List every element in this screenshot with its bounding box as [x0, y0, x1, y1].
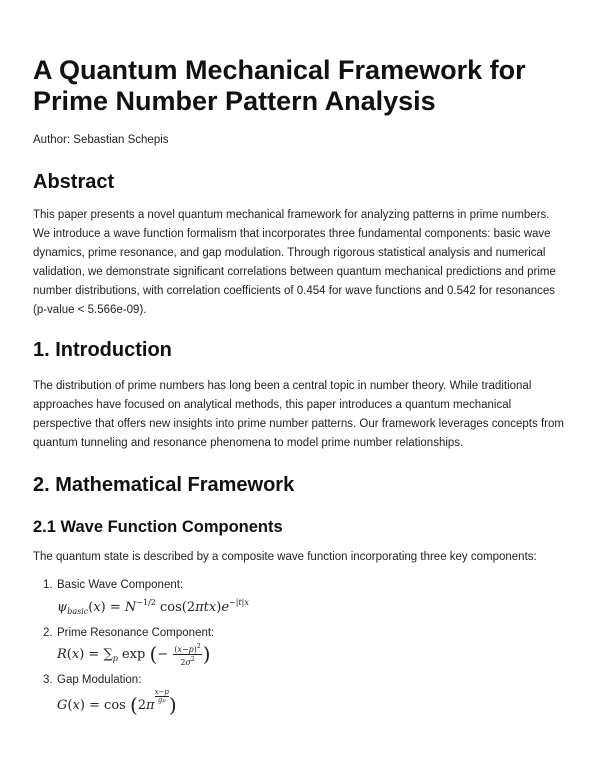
abstract-heading: Abstract — [33, 171, 115, 193]
component-list — [33, 578, 567, 715]
prime-resonance-formula: $R(x) = \sum_p$ exp (− $\frac{(x-p)^2}{2\sigma^2}$ ) — [57, 642, 211, 667]
author-line: Author: Sebastian Schepis — [33, 134, 169, 146]
list-item-number: 3. — [43, 674, 53, 686]
list-item-number: 1. — [43, 579, 53, 591]
list-item — [33, 626, 567, 668]
list-item — [33, 578, 567, 621]
list-item-label: Gap Modulation: — [57, 674, 142, 686]
introduction-text: The distribution of prime numbers has long been a central topic in number theory. While traditional approaches have focused on analytical methods, this paper introduces a quantum mechanical perspective that offers new insights into prime number patterns. Our framework leverages concepts from quantum tunneling and resonance phenomena to model prime number relationships. — [33, 380, 564, 449]
introduction-heading: 1. Introduction — [33, 339, 172, 361]
list-item-label: Prime Resonance Component: — [57, 627, 215, 639]
abstract-text: This paper presents a novel quantum mechanical framework for analyzing patterns in prime numbers. We introduce a wave function formalism that incorporates three fundamental components: basic wave dynamics, prime resonance, and gap modulation. Through rigorous statistical analysis and numerical validation, we demonstrate significant correlations between quantum mechanical predictions and prime number distributions, with correlation coefficients of 0.454 for wave functions and 0.542 for resonances (p-value < 5.566e-09). — [33, 209, 556, 316]
list-item-label: Basic Wave Component: — [57, 579, 184, 591]
framework-heading: 2. Mathematical Framework — [33, 474, 295, 496]
gap-modulation-formula: G(x) = cos (2π $\frac{x-p}{gp}$ ) — [57, 688, 177, 717]
paper-title: A Quantum Mechanical Framework for Prime Number Pattern Analysis — [33, 55, 526, 116]
list-item-number: 2. — [43, 627, 53, 639]
wave-function-heading: 2.1 Wave Function Components — [33, 518, 283, 536]
basic-wave-formula: $\psi_{basic}(x) = N^{-1/2}$ $\cos(2\pi tx)e^{-|t|x}$ — [57, 598, 249, 616]
wave-function-intro: The quantum state is described by a composite wave function incorporating three key components: — [33, 551, 537, 563]
list-item — [33, 673, 567, 715]
